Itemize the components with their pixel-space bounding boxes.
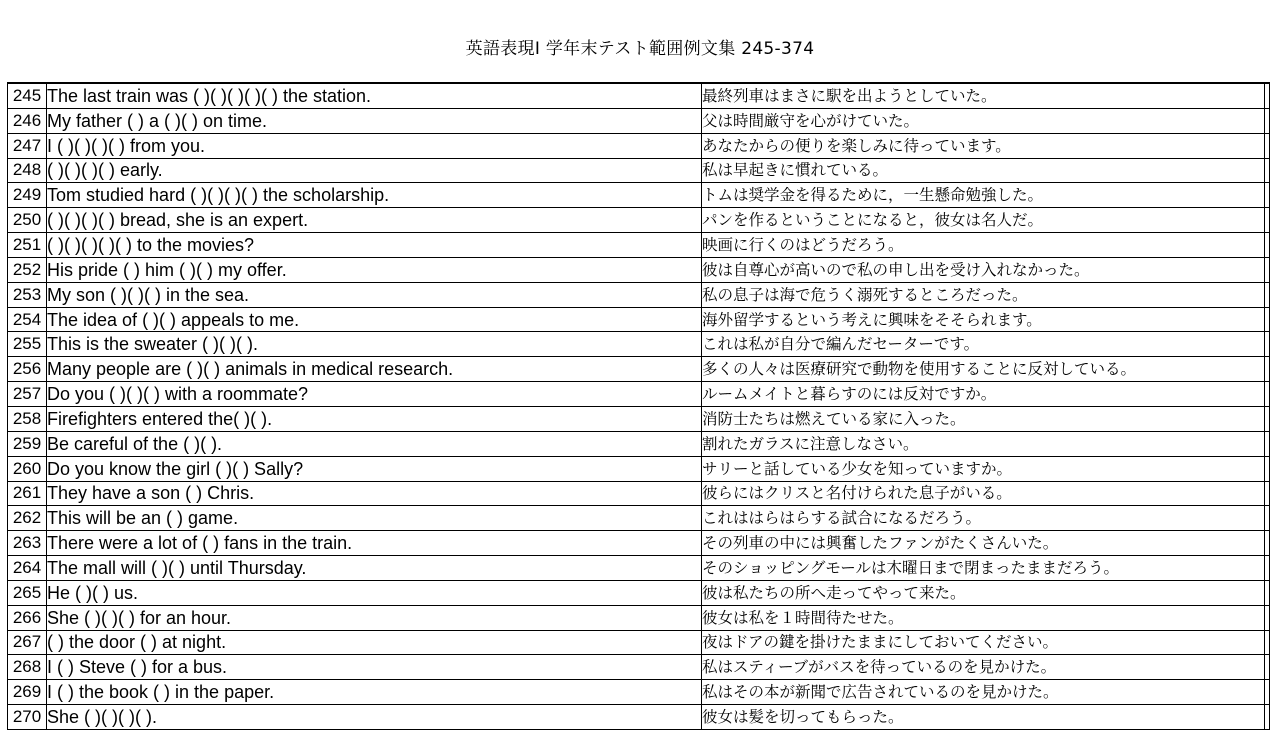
sentence-number: 246: [8, 108, 47, 133]
table-row: [8, 133, 1270, 158]
japanese-translation: 彼は自尊心が高いので私の申し出を受け入れなかった。: [702, 257, 1265, 282]
table-edge-cell: [1265, 630, 1270, 655]
english-sentence: ( )( )( )( ) early.: [47, 158, 702, 183]
table-row: [8, 506, 1270, 531]
table-edge-cell: [1265, 208, 1270, 233]
english-sentence: They have a son ( ) Chris.: [47, 481, 702, 506]
sentence-number: 265: [8, 580, 47, 605]
sentence-number: 256: [8, 357, 47, 382]
sentence-number: 249: [8, 183, 47, 208]
sentence-number: 248: [8, 158, 47, 183]
sentence-number: 250: [8, 208, 47, 233]
table-row: [8, 556, 1270, 581]
sentence-number: 264: [8, 556, 47, 581]
table-edge-cell: [1265, 506, 1270, 531]
sentence-number: 254: [8, 307, 47, 332]
english-sentence: Firefighters entered the( )( ).: [47, 406, 702, 431]
english-sentence: There were a lot of ( ) fans in the train.: [47, 531, 702, 556]
japanese-translation: 私の息子は海で危うく溺死するところだった。: [702, 282, 1265, 307]
japanese-translation: 割れたガラスに注意しなさい。: [702, 431, 1265, 456]
sentence-number: 251: [8, 233, 47, 258]
japanese-translation: 夜はドアの鍵を掛けたままにしておいてください。: [702, 630, 1265, 655]
table-edge-cell: [1265, 680, 1270, 705]
table-row: [8, 605, 1270, 630]
table-row: [8, 705, 1270, 730]
japanese-translation: 私はスティーブがバスを待っているのを見かけた。: [702, 655, 1265, 680]
table-row: [8, 456, 1270, 481]
table-row: [8, 307, 1270, 332]
english-sentence: The last train was ( )( )( )( )( ) the station.: [47, 83, 702, 108]
japanese-translation: あなたからの便りを楽しみに待っています。: [702, 133, 1265, 158]
table-row: [8, 108, 1270, 133]
table-row: [8, 183, 1270, 208]
table-edge-cell: [1265, 605, 1270, 630]
japanese-translation: サリーと話している少女を知っていますか。: [702, 456, 1265, 481]
sentence-table: [7, 82, 1270, 730]
sentence-number: 252: [8, 257, 47, 282]
japanese-translation: ルームメイトと暮らすのには反対ですか。: [702, 382, 1265, 407]
table-edge-cell: [1265, 481, 1270, 506]
english-sentence: I ( ) Steve ( ) for a bus.: [47, 655, 702, 680]
english-sentence: He ( )( ) us.: [47, 580, 702, 605]
sentence-number: 247: [8, 133, 47, 158]
table-edge-cell: [1265, 133, 1270, 158]
table-edge-cell: [1265, 556, 1270, 581]
sentence-number: 255: [8, 332, 47, 357]
sentence-number: 258: [8, 406, 47, 431]
table-edge-cell: [1265, 332, 1270, 357]
table-row: [8, 382, 1270, 407]
english-sentence: Be careful of the ( )( ).: [47, 431, 702, 456]
english-sentence: The mall will ( )( ) until Thursday.: [47, 556, 702, 581]
japanese-translation: その列車の中には興奮したファンがたくさんいた。: [702, 531, 1265, 556]
table-edge-cell: [1265, 83, 1270, 108]
table-row: [8, 630, 1270, 655]
table-row: [8, 233, 1270, 258]
document-title: 英語表現I 学年末テスト範囲例文集 245-374: [465, 39, 815, 59]
japanese-translation: 彼女は髪を切ってもらった。: [702, 705, 1265, 730]
table-row: [8, 332, 1270, 357]
japanese-translation: 最終列車はまさに駅を出ようとしていた。: [702, 83, 1265, 108]
english-sentence: I ( ) the book ( ) in the paper.: [47, 680, 702, 705]
sentence-number: 270: [8, 705, 47, 730]
table-edge-cell: [1265, 382, 1270, 407]
english-sentence: This is the sweater ( )( )( ).: [47, 332, 702, 357]
sentence-number: 261: [8, 481, 47, 506]
table-edge-cell: [1265, 183, 1270, 208]
sentence-number: 269: [8, 680, 47, 705]
japanese-translation: パンを作るということになると，彼女は名人だ。: [702, 208, 1265, 233]
japanese-translation: 父は時間厳守を心がけていた。: [702, 108, 1265, 133]
table-row: [8, 257, 1270, 282]
sentence-number: 266: [8, 605, 47, 630]
japanese-translation: 彼女は私を１時間待たせた。: [702, 605, 1265, 630]
english-sentence: ( )( )( )( ) bread, she is an expert.: [47, 208, 702, 233]
sentence-number: 260: [8, 456, 47, 481]
table-edge-cell: [1265, 531, 1270, 556]
sentence-number: 253: [8, 282, 47, 307]
table-edge-cell: [1265, 456, 1270, 481]
table-row: [8, 680, 1270, 705]
japanese-translation: 多くの人々は医療研究で動物を使用することに反対している。: [702, 357, 1265, 382]
japanese-translation: 彼らにはクリスと名付けられた息子がいる。: [702, 481, 1265, 506]
table-row: [8, 431, 1270, 456]
table-edge-cell: [1265, 655, 1270, 680]
table-edge-cell: [1265, 406, 1270, 431]
sentence-number: 262: [8, 506, 47, 531]
table-row: [8, 282, 1270, 307]
table-row: [8, 531, 1270, 556]
table-row: [8, 357, 1270, 382]
japanese-translation: これは私が自分で編んだセーターです。: [702, 332, 1265, 357]
table-edge-cell: [1265, 108, 1270, 133]
english-sentence: I ( )( )( )( ) from you.: [47, 133, 702, 158]
english-sentence: This will be an ( ) game.: [47, 506, 702, 531]
sentence-table-body: [8, 83, 1270, 729]
table-row: [8, 158, 1270, 183]
japanese-translation: 海外留学するという考えに興味をそそられます。: [702, 307, 1265, 332]
sentence-number: 268: [8, 655, 47, 680]
sentence-number: 259: [8, 431, 47, 456]
english-sentence: ( )( )( )( )( ) to the movies?: [47, 233, 702, 258]
table-row: [8, 580, 1270, 605]
table-edge-cell: [1265, 282, 1270, 307]
table-edge-cell: [1265, 158, 1270, 183]
table-edge-cell: [1265, 307, 1270, 332]
japanese-translation: そのショッピングモールは木曜日まで閉まったままだろう。: [702, 556, 1265, 581]
japanese-translation: これははらはらする試合になるだろう。: [702, 506, 1265, 531]
japanese-translation: 消防士たちは燃えている家に入った。: [702, 406, 1265, 431]
english-sentence: His pride ( ) him ( )( ) my offer.: [47, 257, 702, 282]
table-edge-cell: [1265, 705, 1270, 730]
sentence-number: 267: [8, 630, 47, 655]
table-edge-cell: [1265, 431, 1270, 456]
table-row: [8, 481, 1270, 506]
english-sentence: My father ( ) a ( )( ) on time.: [47, 108, 702, 133]
japanese-translation: 映画に行くのはどうだろう。: [702, 233, 1265, 258]
table-row: [8, 208, 1270, 233]
table-edge-cell: [1265, 257, 1270, 282]
english-sentence: She ( )( )( ) for an hour.: [47, 605, 702, 630]
english-sentence: Do you know the girl ( )( ) Sally?: [47, 456, 702, 481]
sentence-number: 263: [8, 531, 47, 556]
english-sentence: Tom studied hard ( )( )( )( ) the scholarship.: [47, 183, 702, 208]
japanese-translation: 彼は私たちの所へ走ってやって来た。: [702, 580, 1265, 605]
table-row: [8, 83, 1270, 108]
english-sentence: My son ( )( )( ) in the sea.: [47, 282, 702, 307]
english-sentence: The idea of ( )( ) appeals to me.: [47, 307, 702, 332]
japanese-translation: 私はその本が新聞で広告されているのを見かけた。: [702, 680, 1265, 705]
table-row: [8, 406, 1270, 431]
sentence-number: 245: [8, 83, 47, 108]
table-edge-cell: [1265, 233, 1270, 258]
sentence-number: 257: [8, 382, 47, 407]
japanese-translation: トムは奨学金を得るために，一生懸命勉強した。: [702, 183, 1265, 208]
japanese-translation: 私は早起きに慣れている。: [702, 158, 1265, 183]
english-sentence: She ( )( )( )( ).: [47, 705, 702, 730]
table-edge-cell: [1265, 580, 1270, 605]
table-edge-cell: [1265, 357, 1270, 382]
english-sentence: Do you ( )( )( ) with a roommate?: [47, 382, 702, 407]
table-row: [8, 655, 1270, 680]
english-sentence: Many people are ( )( ) animals in medical research.: [47, 357, 702, 382]
english-sentence: ( ) the door ( ) at night.: [47, 630, 702, 655]
